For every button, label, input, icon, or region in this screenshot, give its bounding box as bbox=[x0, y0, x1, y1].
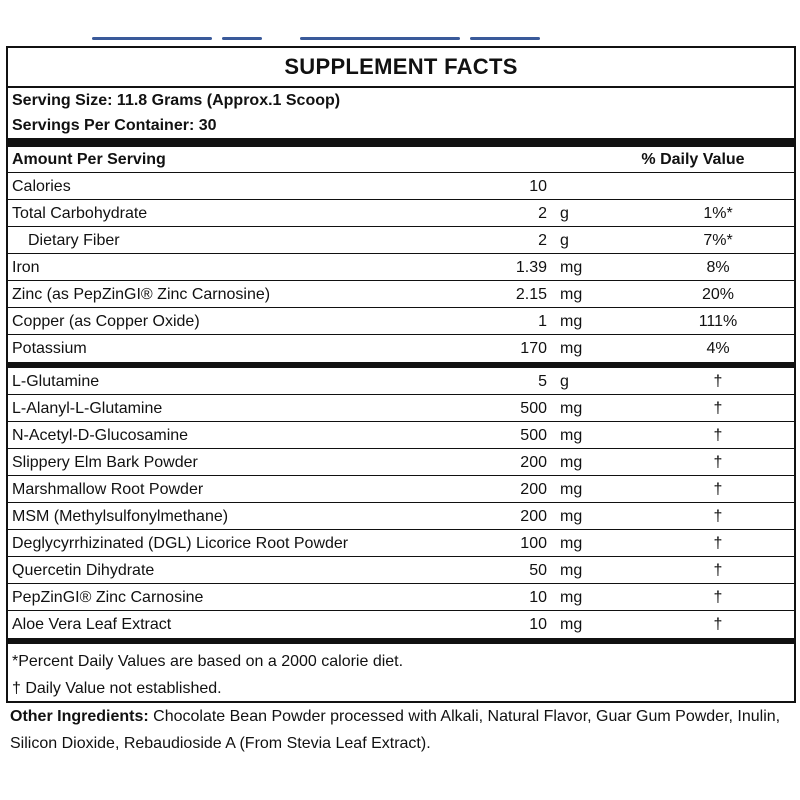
ingredient-list bbox=[8, 368, 794, 638]
row-daily-value: † bbox=[713, 454, 723, 471]
servings-per-container: Servings Per Container: 30 bbox=[12, 117, 217, 134]
row-unit: mg bbox=[560, 508, 583, 525]
row-name: N-Acetyl-D-Glucosamine bbox=[12, 427, 189, 444]
row-daily-value: 20% bbox=[701, 286, 735, 303]
supplement-facts-panel bbox=[6, 46, 796, 703]
row-amount: 1.39 bbox=[515, 259, 547, 276]
facts-row bbox=[8, 200, 794, 227]
facts-row bbox=[8, 530, 794, 557]
row-amount: 10 bbox=[529, 178, 547, 195]
facts-row bbox=[8, 449, 794, 476]
row-unit: mg bbox=[560, 400, 583, 417]
row-daily-value: 7%* bbox=[703, 232, 733, 249]
daily-value-header: % Daily Value bbox=[641, 151, 745, 168]
row-name: L-Alanyl-L-Glutamine bbox=[12, 400, 163, 417]
row-unit: mg bbox=[560, 589, 583, 606]
facts-row bbox=[8, 335, 794, 362]
row-amount: 100 bbox=[520, 535, 547, 552]
row-name: Deglycyrrhizinated (DGL) Licorice Root Powder bbox=[12, 535, 349, 552]
facts-row bbox=[8, 173, 794, 200]
row-unit: g bbox=[560, 373, 569, 390]
cropped-text-fragment bbox=[0, 0, 800, 46]
row-unit: mg bbox=[560, 313, 583, 330]
panel-title: SUPPLEMENT FACTS bbox=[8, 48, 794, 88]
row-name: Slippery Elm Bark Powder bbox=[12, 454, 198, 471]
row-amount: 2 bbox=[538, 232, 547, 249]
row-name: Iron bbox=[12, 259, 40, 276]
row-unit: mg bbox=[560, 481, 583, 498]
row-amount: 10 bbox=[529, 589, 547, 606]
row-daily-value: † bbox=[713, 589, 723, 606]
facts-row bbox=[8, 584, 794, 611]
facts-row bbox=[8, 254, 794, 281]
row-amount: 5 bbox=[538, 373, 547, 390]
row-unit: mg bbox=[560, 340, 583, 357]
row-unit: mg bbox=[560, 616, 583, 633]
amount-per-serving-header: Amount Per Serving bbox=[12, 151, 166, 168]
row-name: Total Carbohydrate bbox=[12, 205, 148, 222]
row-unit: mg bbox=[560, 454, 583, 471]
row-name: Potassium bbox=[12, 340, 87, 357]
other-ingredients bbox=[10, 703, 790, 757]
dagger-footnote: † Daily Value not established. bbox=[12, 680, 222, 697]
thick-divider bbox=[8, 638, 794, 644]
facts-row bbox=[8, 422, 794, 449]
row-unit: mg bbox=[560, 259, 583, 276]
row-name: Marshmallow Root Powder bbox=[12, 481, 204, 498]
row-amount: 200 bbox=[520, 481, 547, 498]
thick-divider bbox=[8, 138, 794, 147]
row-unit: mg bbox=[560, 286, 583, 303]
facts-row bbox=[8, 395, 794, 422]
row-amount: 50 bbox=[529, 562, 547, 579]
row-daily-value: † bbox=[713, 481, 723, 498]
row-daily-value: 8% bbox=[706, 259, 730, 276]
row-unit: mg bbox=[560, 562, 583, 579]
facts-row bbox=[8, 281, 794, 308]
other-ingredients-label: Other Ingredients: bbox=[10, 708, 149, 725]
other-ingredients-text: Chocolate Bean Powder processed with Alkali, Natural Flavor, Guar Gum Powder, Inulin, Silicon Dioxide, Rebaudioside A (From Stevia Leaf Extract). bbox=[10, 708, 781, 752]
row-amount: 10 bbox=[529, 616, 547, 633]
row-amount: 170 bbox=[520, 340, 547, 357]
row-amount: 200 bbox=[520, 454, 547, 471]
row-daily-value: 1%* bbox=[703, 205, 733, 222]
row-daily-value: † bbox=[713, 535, 723, 552]
row-daily-value: † bbox=[713, 562, 723, 579]
row-daily-value: † bbox=[713, 508, 723, 525]
row-name: Quercetin Dihydrate bbox=[12, 562, 155, 579]
row-daily-value: † bbox=[713, 373, 723, 390]
row-amount: 200 bbox=[520, 508, 547, 525]
row-daily-value: † bbox=[713, 427, 723, 444]
row-name: PepZinGI® Zinc Carnosine bbox=[12, 589, 204, 606]
row-unit: g bbox=[560, 205, 569, 222]
row-amount: 500 bbox=[520, 427, 547, 444]
facts-row bbox=[8, 368, 794, 395]
row-name: Calories bbox=[12, 178, 71, 195]
row-daily-value: † bbox=[713, 400, 723, 417]
row-daily-value: † bbox=[713, 616, 723, 633]
percent-daily-footnote: *Percent Daily Values are based on a 2000 calorie diet. bbox=[12, 653, 404, 670]
row-daily-value: 4% bbox=[706, 340, 730, 357]
row-unit: mg bbox=[560, 535, 583, 552]
row-amount: 2.15 bbox=[515, 286, 547, 303]
row-unit: mg bbox=[560, 427, 583, 444]
row-amount: 1 bbox=[538, 313, 547, 330]
row-unit: g bbox=[560, 232, 569, 249]
facts-row bbox=[8, 611, 794, 638]
row-daily-value: 111% bbox=[698, 313, 738, 330]
row-name: Zinc (as PepZinGI® Zinc Carnosine) bbox=[12, 286, 271, 303]
nutrient-list bbox=[8, 173, 794, 362]
facts-row bbox=[8, 476, 794, 503]
row-name: Copper (as Copper Oxide) bbox=[12, 313, 200, 330]
row-amount: 500 bbox=[520, 400, 547, 417]
row-name: Aloe Vera Leaf Extract bbox=[12, 616, 172, 633]
facts-row bbox=[8, 308, 794, 335]
row-name: Dietary Fiber bbox=[28, 232, 120, 249]
row-name: L-Glutamine bbox=[12, 373, 100, 390]
facts-row bbox=[8, 557, 794, 584]
facts-row bbox=[8, 227, 794, 254]
row-name: MSM (Methylsulfonylmethane) bbox=[12, 508, 229, 525]
serving-size: Serving Size: 11.8 Grams (Approx.1 Scoop) bbox=[12, 92, 341, 109]
column-header bbox=[8, 147, 794, 173]
row-amount: 2 bbox=[538, 205, 547, 222]
facts-row bbox=[8, 503, 794, 530]
